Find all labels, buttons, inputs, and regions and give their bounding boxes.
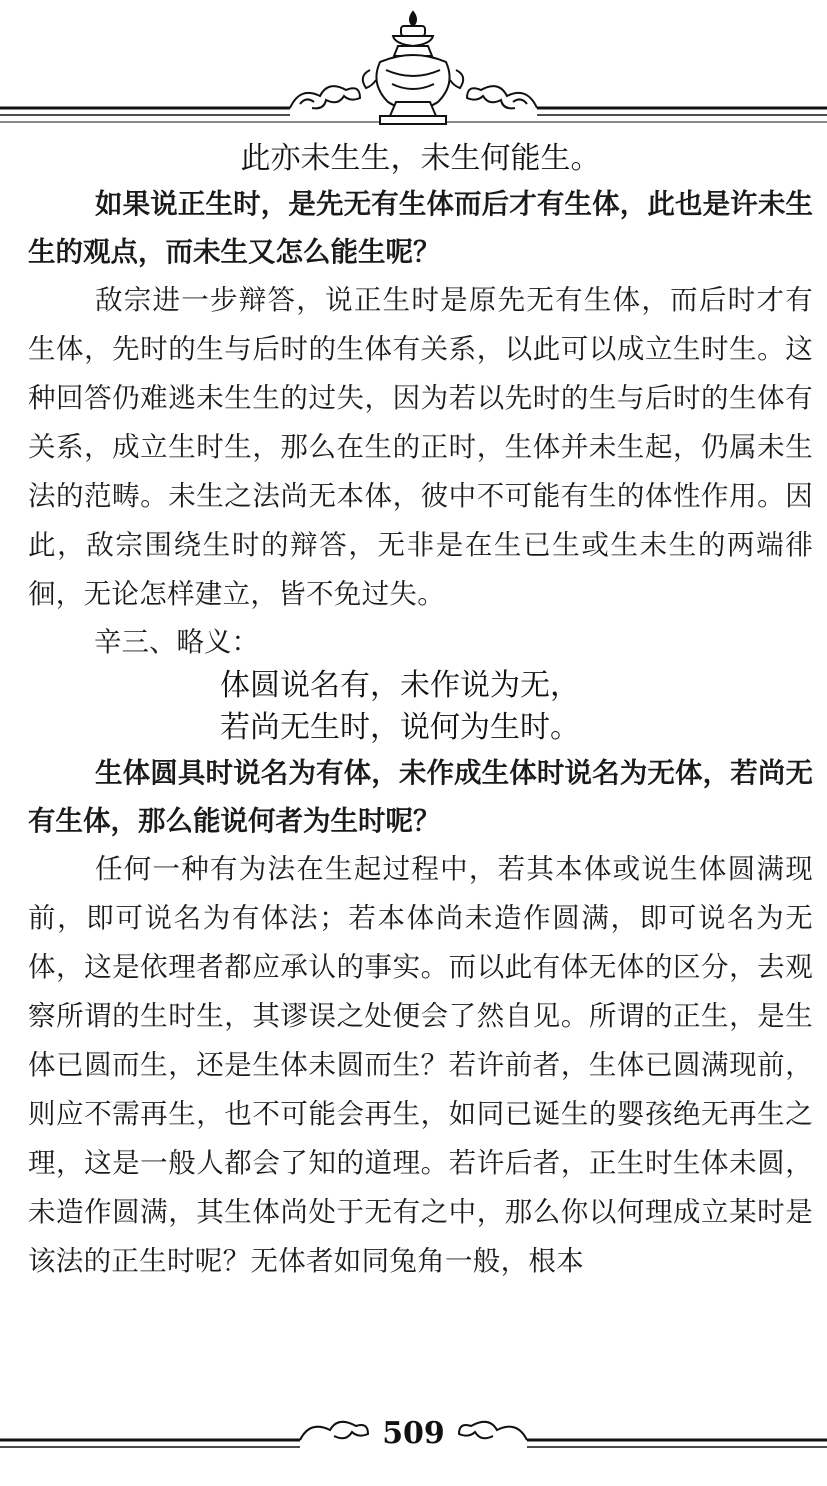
commentary-paragraph: 任何一种有为法在生起过程中，若其本体或说生体圆满现前，即可说名为有体法；若本体尚未造作圆满，即可说名为无体，这是依理者都应承认的事实。而以此有体无体的区分，去观察所谓的生时生，其谬误之处便会了然自见。所谓的正生，是生体已圆而生，还是生体未圆而生？若许前者，生体已圆满现前，则应不需再生，也不可能会再生，如同已诞生的婴孩绝无再生之理，这是一般人都会了知的道理。若许后者，正生时生体未圆，未造作圆满，其生体尚处于无有之中，那么你以何理成立某时是该法的正生时呢？无体者如同兔角一般，根本 [28, 853, 813, 1277]
section-heading: 辛三、略义： [94, 626, 259, 658]
verse-line: 若尚无生时，说何为生时。 [220, 710, 580, 745]
verse-line: 体圆说名有，未作说为无， [220, 668, 580, 703]
verse-explanation: 如果说正生时，是先无有生体而后才有生体，此也是许未生生的观点，而未生又怎么能生呢？ [28, 188, 813, 268]
header-ornament [0, 0, 827, 135]
page-number: 509 [382, 1416, 445, 1451]
verse-explanation: 生体圆具时说名为有体，未作成生体时说名为无体，若尚无有生体，那么能说何者为生时呢？ [28, 757, 813, 837]
page-content [28, 138, 813, 1286]
verse-line: 此亦未生生，未生何能生。 [240, 141, 601, 176]
treasure-vase-icon [363, 12, 463, 124]
commentary-paragraph: 敌宗进一步辩答，说正生时是原先无有生体，而后时才有生体，先时的生与后时的生体有关系，以此可以成立生时生。这种回答仍难逃未生生的过失，因为若以先时的生与后时的生体有关系，成立生时生，那么在生的正时，生体并未生起，仍属未生法的范畴。未生之法尚无本体，彼中不可能有生的体性作用。因此，敌宗围绕生时的辩答，无非是在生已生或生未生的两端徘徊，无论怎样建立，皆不免过失。 [28, 284, 813, 610]
